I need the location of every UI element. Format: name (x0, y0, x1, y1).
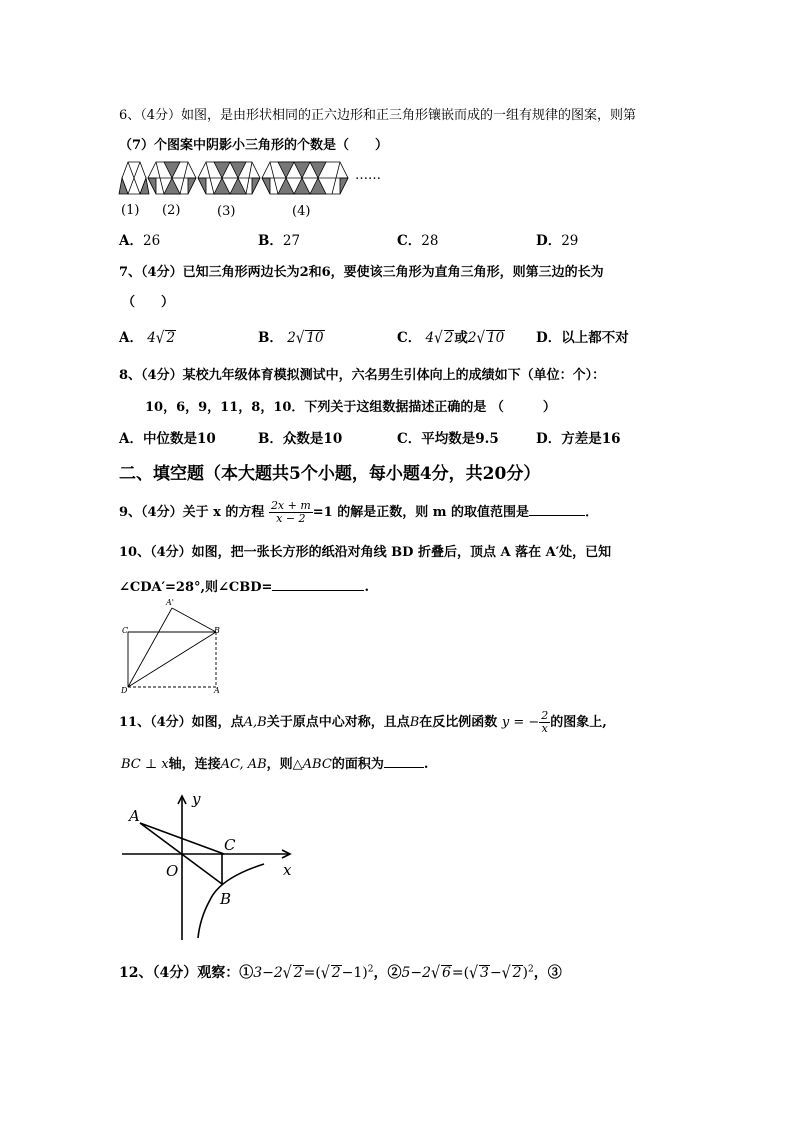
q11-label-a: A (129, 807, 140, 825)
q10-label-d: D (121, 686, 128, 695)
q6-option-a: A．26 (119, 233, 161, 249)
q8-line1: 8、（4分）某校九年级体育模拟测试中，六名男生引体向上的成绩如下（单位：个）： (119, 368, 606, 383)
q6-line1: 6、（4分）如图，是由形状相同的正六边形和正三角形镶嵌而成的一组有规律的图案，则第 (119, 108, 637, 123)
q10-fold-figure (118, 598, 228, 694)
q10-line2: ∠CDA′=28°,则∠CBD= . (119, 580, 369, 595)
q11-line2: BC ⊥ x轴，连接AC, AB，则△ABC的面积为 . (121, 757, 429, 772)
q6-option-c: C．28 (397, 233, 439, 249)
q11-label-c: C (224, 836, 236, 854)
q7-option-c: C． 4√ 2或2√ 10 (397, 328, 505, 348)
q6-fig-label-1: (1) (121, 203, 140, 218)
q11-label-b: B (220, 890, 232, 908)
q6-option-d: D．29 (536, 233, 579, 249)
q11-answer-blank (384, 755, 424, 768)
q10-line1: 10、（4分）如图，把一张长方形的纸沿对角线 BD 折叠后，顶点 A 落在 A′处，已知 (119, 545, 612, 560)
q8-option-b: B．众数是10 (258, 431, 343, 447)
pattern-3 (198, 162, 260, 194)
q6-option-b: B．27 (258, 233, 301, 249)
q10-answer-blank (272, 578, 364, 591)
q9-line: 9、（4分）关于 x 的方程 $\frac{2x + m}{x - 2}$ =1 的解是正数，则 m 的取值范围是 ． (119, 499, 599, 526)
q11-function-fraction: $\frac{2}{x}$ (541, 709, 549, 736)
q6-fig-label-2: (2) (162, 203, 181, 218)
q11-label-y: y (192, 790, 201, 808)
q8-option-a: A．中位数是10 (119, 431, 216, 447)
q7-option-a: A． 4√ 2 (119, 328, 176, 348)
q6-line2: （7）个图案中阴影小三角形的个数是（ ） (119, 138, 389, 153)
pattern-4 (262, 162, 348, 194)
q10-label-b: B (214, 626, 220, 635)
q9-answer-blank (529, 503, 585, 516)
q10-label-a: A (214, 686, 220, 695)
q6-ellipsis: …… (355, 168, 381, 183)
q11-graph (120, 790, 300, 942)
pattern-2 (148, 162, 196, 194)
q9-fraction: $\frac{2x + m}{x - 2}$ (270, 499, 311, 526)
q6-hexagon-patterns (118, 158, 368, 200)
section-2-heading: 二、填空题（本大题共5个小题，每小题4分，共20分） (119, 464, 541, 484)
q11-line1: 11、（4分）如图，点A,B关于原点中心对称，且点B在反比例函数 y = − $\frac{2}{x}$ 的图象上, (119, 709, 607, 736)
q12-line: 12、（4分）观察：①3−2√ 2=(√ 2−1)$^2$，②5−2√ 6=(√ 3−√ 2)$^2$，③ (119, 963, 562, 983)
q7-option-d: D．以上都不对 (536, 330, 629, 346)
q7-option-b: B． 2√ 10 (258, 328, 324, 348)
q8-line2: 10，6，9，11，8，10．下列关于这组数据描述正确的是 （ ） (145, 400, 556, 415)
q7-line1: 7、（4分）已知三角形两边长为2和6，要使该三角形为直角三角形，则第三边的长为 (119, 265, 604, 280)
q6-fig-label-3: (3) (217, 204, 236, 219)
pattern-1 (119, 162, 149, 194)
q6-fig-label-4: (4) (292, 204, 311, 219)
q10-label-c: C (122, 626, 129, 635)
q8-option-c: C．平均数是9.5 (397, 431, 499, 447)
q8-option-d: D．方差是16 (536, 431, 621, 447)
q7-line2: （ ） (122, 295, 175, 310)
q11-label-x: x (283, 861, 292, 879)
q11-label-o: O (166, 862, 179, 880)
q10-label-a-prime: A' (166, 598, 174, 607)
